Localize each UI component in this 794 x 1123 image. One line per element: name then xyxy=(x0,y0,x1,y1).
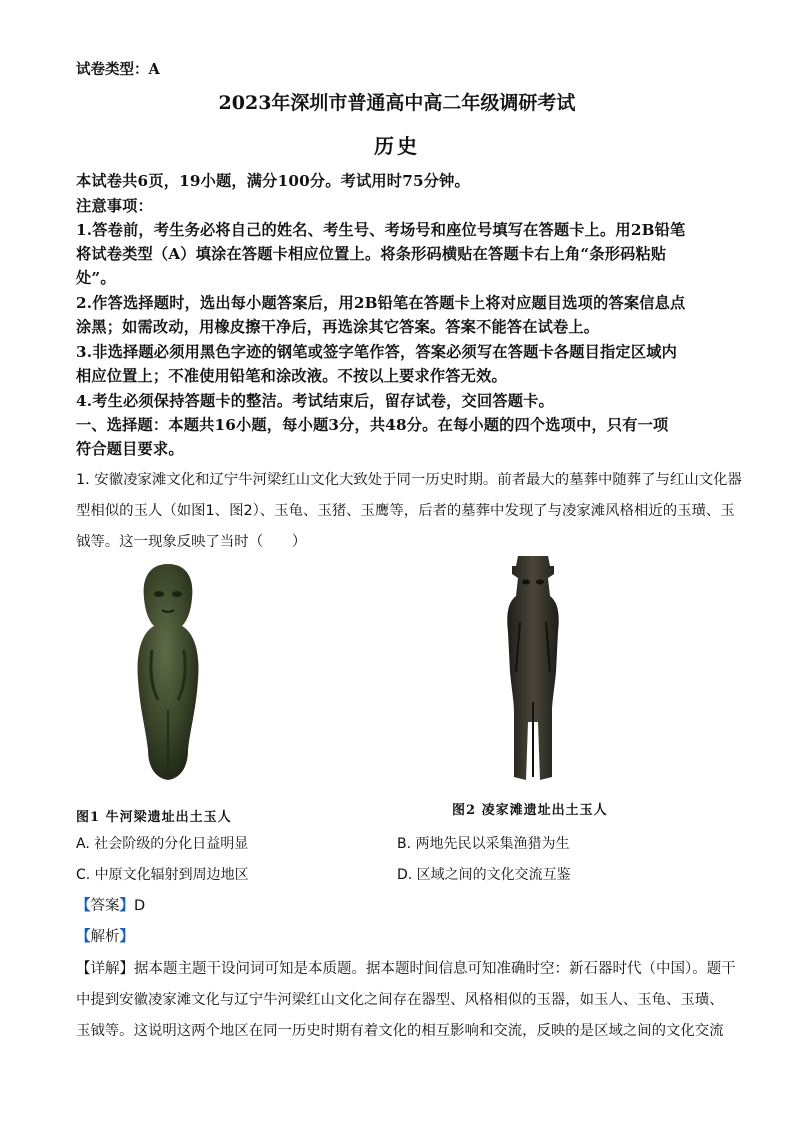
option-d: D. 区域之间的文化交流互鉴 xyxy=(397,867,571,883)
exam-summary: 本试卷共6页，19小题，满分100分。考试用时75分钟。 xyxy=(76,172,470,190)
notice-item-1c: 处”。 xyxy=(76,269,116,287)
analysis-line xyxy=(76,925,134,946)
notice-item-1a: 1.答卷前，考生务必将自己的姓名、考生号、考场号和座位号填写在答题卡上。用2B铅笔 xyxy=(76,221,686,239)
notice-item-2a: 2.作答选择题时，选出每小题答案后，用2B铅笔在答题卡上将对应题目选项的答案信息点 xyxy=(76,294,686,312)
detail-line-2: 中提到安徽凌家滩文化与辽宁牛河梁红山文化之间存在器型、风格相似的玉器，如玉人、玉龟、玉璜、 xyxy=(76,992,724,1008)
notice-item-4: 4.考生必须保持答题卡的整洁。考试结束后，留存试卷，交回答题卡。 xyxy=(76,392,554,410)
figure1-caption: 图1 牛河梁遗址出土玉人 xyxy=(76,810,232,825)
figure2-caption: 图2 凌家滩遗址出土玉人 xyxy=(452,803,608,818)
question1-stem-line3: 钺等。这一现象反映了当时（ ） xyxy=(76,534,307,550)
exam-title: 2023年深圳市普通高中高二年级调研考试 xyxy=(218,92,576,114)
detail-line-3: 玉钺等。这说明这两个地区在同一历史时期有着文化的相互影响和交流，反映的是区域之间的文化交流 xyxy=(76,1023,724,1039)
detail-bracket-open: 【 xyxy=(76,961,91,977)
option-a: A. 社会阶级的分化日益明显 xyxy=(76,836,249,852)
answer-value: D xyxy=(134,898,146,914)
notice-item-2b: 涂黑；如需改动，用橡皮擦干净后，再选涂其它答案。答案不能答在试卷上。 xyxy=(76,318,600,336)
analysis-bracket-close: 】 xyxy=(119,929,134,945)
detail-bracket-close: 】 xyxy=(119,961,134,977)
answer-line xyxy=(76,894,145,915)
option-b: B. 两地先民以采集渔猎为生 xyxy=(397,836,570,852)
section-heading-line1: 一、选择题：本题共16小题，每小题3分，共48分。在每小题的四个选项中，只有一项 xyxy=(76,416,669,434)
detail-line-1 xyxy=(76,957,736,978)
answer-label: 答案 xyxy=(90,898,120,914)
detail-label: 详解 xyxy=(90,961,120,977)
analysis-label: 解析 xyxy=(90,929,120,945)
option-c: C. 中原文化辐射到周边地区 xyxy=(76,867,249,883)
notice-item-3b: 相应位置上；不准使用铅笔和涂改液。不按以上要求作答无效。 xyxy=(76,367,507,385)
section-heading-line2: 符合题目要求。 xyxy=(76,440,184,458)
subject-title: 历史 xyxy=(374,134,420,158)
jade-figure-2-image xyxy=(498,552,568,784)
notice-item-1b: 将试卷类型（A）填涂在答题卡相应位置上。将条形码横贴在答题卡右上角“条形码粘贴 xyxy=(76,245,667,263)
answer-bracket-close: 】 xyxy=(119,898,134,914)
question1-stem-line1: 1. 安徽凌家滩文化和辽宁牛河梁红山文化大致处于同一历史时期。前者最大的墓葬中随葬了与红山文化器 xyxy=(76,472,742,488)
jade-figure-1-image xyxy=(118,560,218,785)
analysis-bracket-open: 【 xyxy=(76,929,91,945)
notice-item-3a: 3.非选择题必须用黑色字迹的钢笔或签字笔作答，答案必须写在答题卡各题目指定区域内 xyxy=(76,343,677,361)
question1-stem-line2: 型相似的玉人（如图1、图2）、玉龟、玉猪、玉鹰等，后者的墓葬中发现了与凌家滩风格相近的玉璜、玉 xyxy=(76,503,735,519)
answer-bracket-open: 【 xyxy=(76,898,91,914)
exam-type-label: 试卷类型：A xyxy=(76,61,160,78)
notice-heading: 注意事项： xyxy=(76,197,153,215)
detail-text-1: 据本题主题干设问词可知是本质题。据本题时间信息可知准确时空：新石器时代（中国）。题干 xyxy=(134,961,736,977)
